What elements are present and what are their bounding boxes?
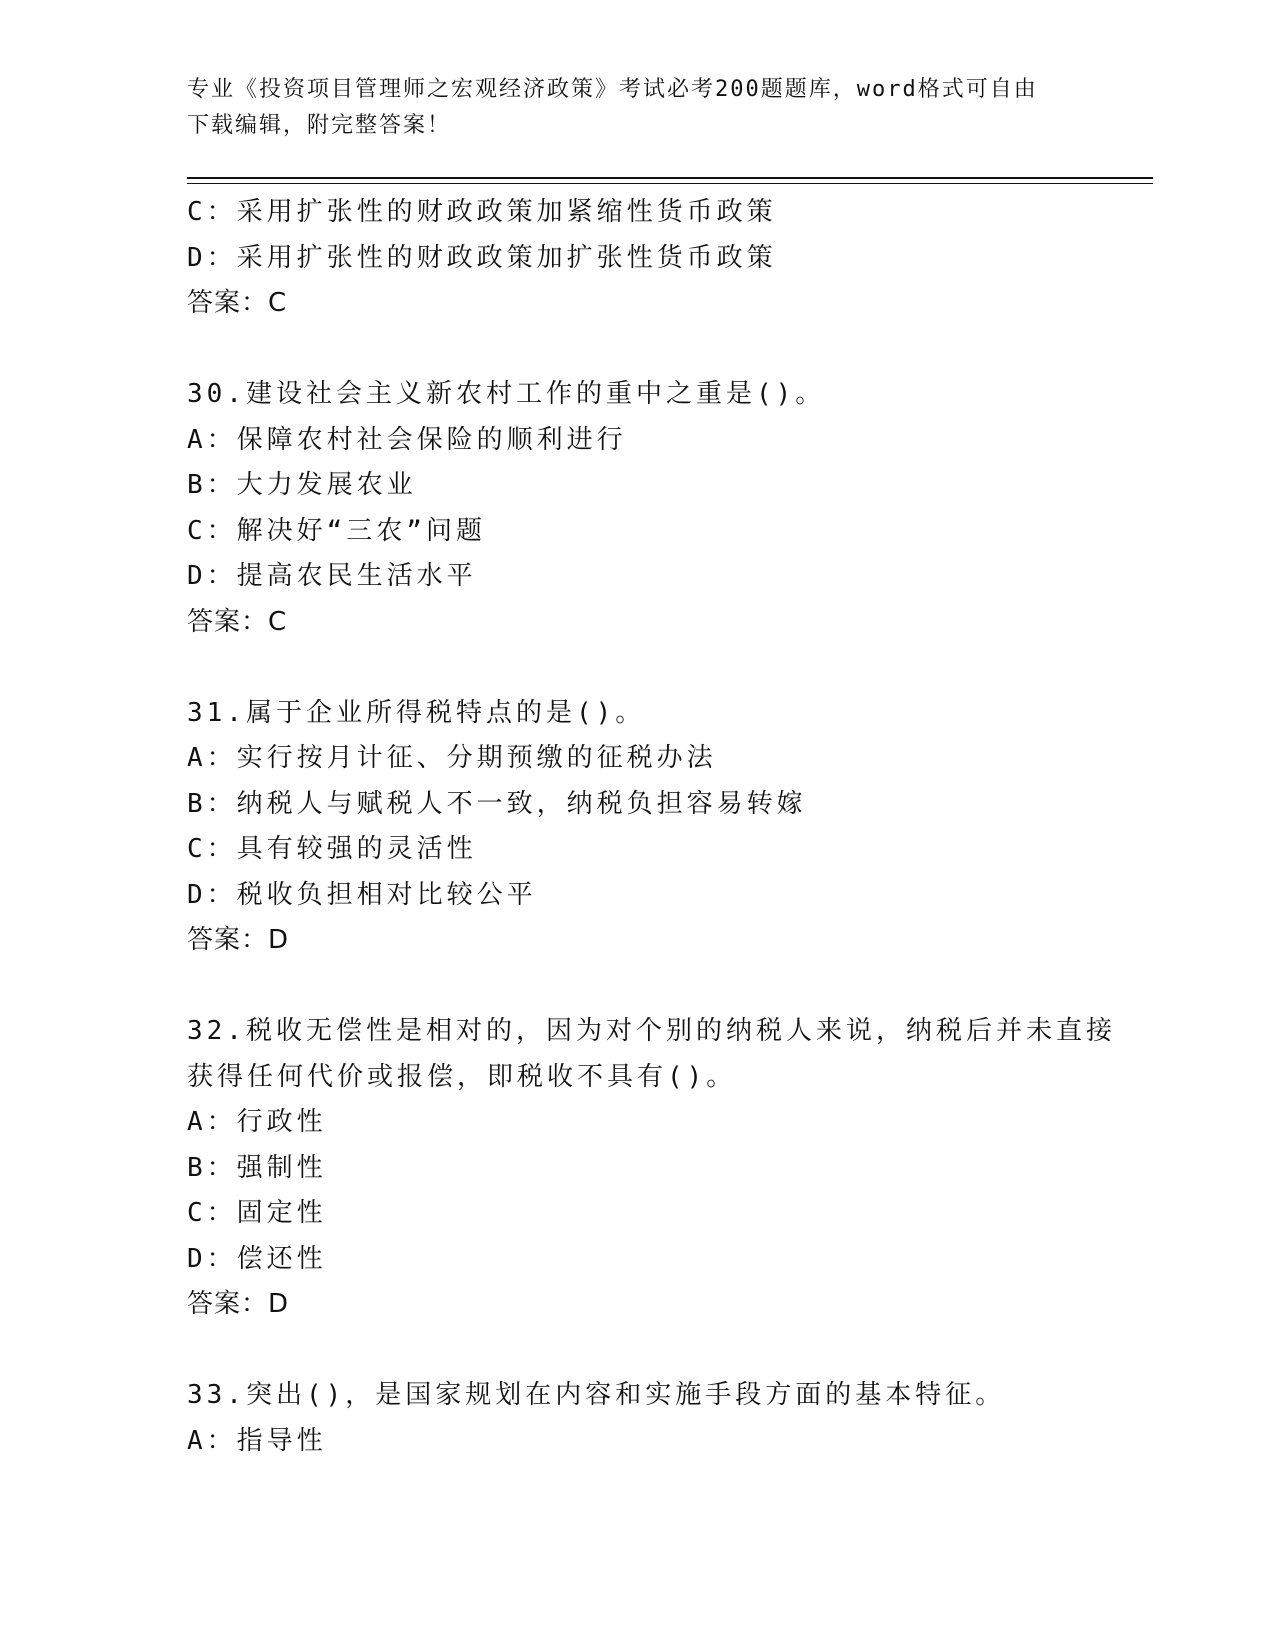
option-c: C：解决好“三农”问题	[187, 515, 486, 546]
question-text-continued: 获得任何代价或报偿，即税收不具有()。	[187, 1061, 737, 1092]
spacer	[187, 327, 1147, 373]
option-d: D：采用扩张性的财政政策加扩张性货币政策	[187, 242, 777, 273]
header-line-2: 下载编辑，附完整答案！	[187, 113, 452, 138]
question-31	[187, 691, 1147, 964]
question-33	[187, 1373, 1147, 1464]
question-text: 31.属于企业所得税特点的是()。	[187, 697, 646, 728]
spacer	[187, 1328, 1147, 1374]
option-a: A：指导性	[187, 1425, 327, 1456]
option-b: B：大力发展农业	[187, 470, 417, 500]
question-30	[187, 372, 1147, 645]
question-content	[187, 190, 1147, 1464]
option-d: D：偿还性	[187, 1243, 327, 1274]
question-text: 32.税收无偿性是相对的，因为对个别的纳税人来说，纳税后并未直接	[187, 1016, 1116, 1046]
option-c: C：固定性	[187, 1198, 327, 1228]
header-divider-thick	[187, 177, 1153, 179]
answer-line: 答案：C	[187, 606, 288, 637]
option-c: C：采用扩张性的财政政策加紧缩性货币政策	[187, 197, 777, 227]
option-b: B：强制性	[187, 1152, 327, 1183]
spacer	[187, 645, 1147, 691]
option-b: B：纳税人与赋税人不一致，纳税负担容易转嫁	[187, 788, 807, 819]
header-line-1: 专业《投资项目管理师之宏观经济政策》考试必考200题题库，word格式可自由	[187, 77, 1038, 102]
document-header	[187, 72, 1087, 144]
option-d: D：税收负担相对比较公平	[187, 879, 537, 910]
answer-line: 答案：D	[187, 1289, 290, 1319]
option-a: A：保障农村社会保险的顺利进行	[187, 424, 627, 455]
question-text: 30.建设社会主义新农村工作的重中之重是()。	[187, 379, 826, 409]
option-c: C：具有较强的灵活性	[187, 834, 477, 864]
option-a: A：实行按月计征、分期预缴的征税办法	[187, 743, 717, 773]
spacer	[187, 964, 1147, 1010]
answer-line: 答案：C	[187, 288, 288, 318]
option-a: A：行政性	[187, 1107, 327, 1137]
header-divider-thin	[187, 183, 1153, 184]
option-d: D：提高农民生活水平	[187, 561, 477, 591]
question-text: 33.突出()，是国家规划在内容和实施手段方面的基本特征。	[187, 1380, 1006, 1410]
question-32	[187, 1009, 1147, 1328]
answer-line: 答案：D	[187, 925, 290, 955]
